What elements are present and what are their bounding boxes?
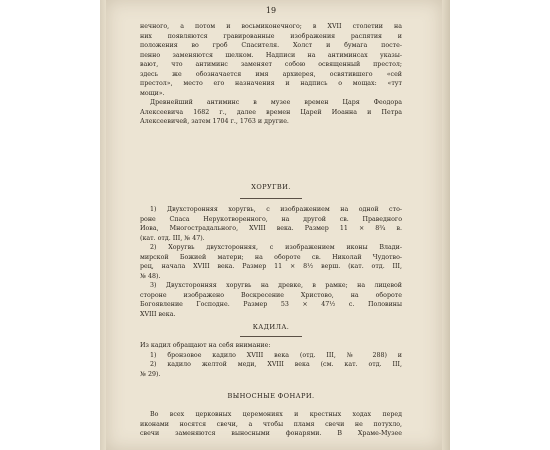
- text-line: Из кадил обращают на себя внимание:: [140, 342, 271, 349]
- text-line: 3) Двухсторонняя хоругвь на древке, в рамке; на лицевой: [150, 282, 402, 289]
- text-line: Алексеевича 1682 г., далее времен Царей Иоанна и Петра: [140, 108, 402, 116]
- text-line: 2) кадило желтой меди, XVIII века (см. кат. отд. III,: [150, 361, 402, 368]
- text-line: № 29).: [140, 370, 161, 378]
- text-line: рец, начала XVIII века. Размер 11 × 8½ верш. (кат. отд. III,: [140, 263, 402, 270]
- text-line: 2) Хоругвь двухсторонняя, с изображением иконы Влади-: [150, 244, 402, 251]
- section-heading-khorugvi: ХОРУГВИ.: [251, 183, 291, 191]
- text-line: 1) Двухсторонняя хоругвь, с изображением на одной сто-: [150, 206, 402, 213]
- text-line: вают, что антиминс заменяет собою освященный престол;: [140, 61, 402, 68]
- section-rule: [240, 198, 302, 199]
- book-edge-right: [442, 0, 450, 450]
- text-line: нечного, а потом и восьмиконечного; в XVII столетии на: [140, 23, 402, 30]
- section-rule: [240, 336, 302, 337]
- text-line: них появляются гравированные изображения распятия и: [140, 32, 402, 40]
- page-number: 19: [265, 6, 277, 15]
- text-line: Богоявление Господне. Размер 53 × 47½ с. Половины: [140, 301, 402, 308]
- text-line: 1) бронзовое кадило XVIII века (отд. III, № 288) и: [150, 351, 402, 359]
- section-heading-fonari: ВЫНОСНЫЕ ФОНАРИ.: [227, 392, 315, 400]
- text-line: XVIII века.: [140, 310, 176, 318]
- intro-paragraph: [140, 22, 402, 127]
- text-line: мирской Божией матери; на обороте св. Николай Чудотво-: [140, 253, 402, 261]
- text-line: Древнейший антиминс в музее времен Царя Феодора: [150, 99, 402, 106]
- section-body-khorugvi: [140, 205, 402, 319]
- text-line: № 48).: [140, 272, 161, 280]
- text-line: иконами носятся свечи, а чтобы пламя свечи не потухло,: [140, 420, 402, 428]
- text-line: (кат. отд. III, № 47).: [140, 234, 205, 242]
- text-line: престол», место его назначения и надпись о мощах: «тут: [140, 80, 402, 87]
- section-body-fonari: [140, 410, 402, 439]
- text-line: здесь же обозначается имя архиерея, освятившего «сей: [140, 70, 402, 78]
- text-line: положения во гроб Спасителя. Холст и бумага посте-: [140, 42, 402, 49]
- text-line: Алексеевичей, затем 1704 г., 1763 и другие.: [140, 118, 289, 125]
- text-line: стороне изображено Воскресение Христово, на обороте: [140, 291, 402, 299]
- text-line: роне Спаса Нерукотворенного, на другой св. Праведного: [140, 215, 402, 223]
- text-line: пенно заменяются шелком. Надписи на антиминсах указы-: [140, 51, 402, 59]
- section-heading-kadila: КАДИЛА.: [252, 323, 290, 331]
- text-line: свечи заменяются выносными фонарями. В Храме-Музее: [140, 430, 402, 437]
- text-line: Во всех церковных церемониях и крестных ходах перед: [150, 411, 402, 418]
- text-line: Иова, Многострадального, XVIII века. Размер 11 × 8¾ в.: [140, 225, 402, 232]
- section-body-kadila: [140, 341, 402, 379]
- text-line: мощи».: [140, 89, 165, 97]
